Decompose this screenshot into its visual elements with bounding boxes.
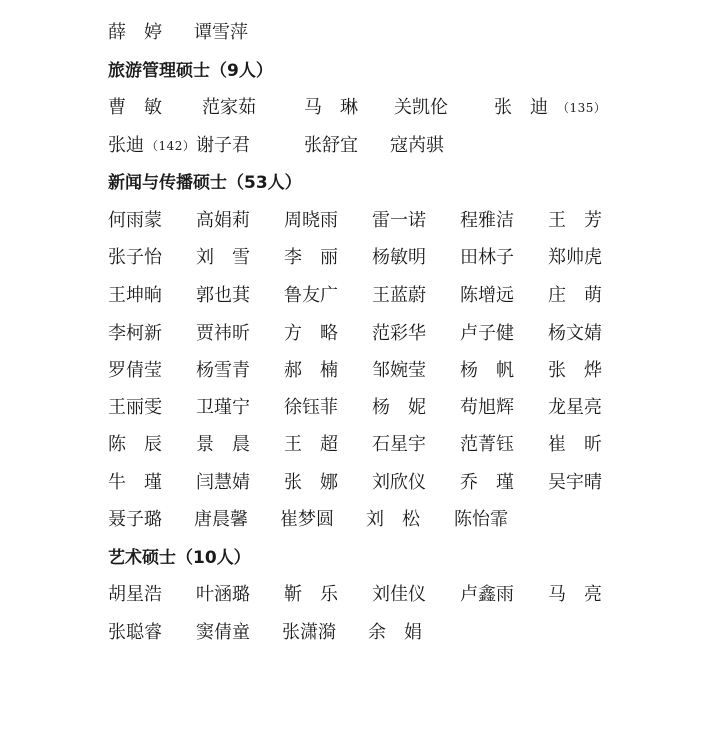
student-name: 方 略	[284, 323, 338, 344]
student-name: 叶涵璐	[196, 584, 250, 605]
student-name: 杨 妮	[372, 397, 426, 418]
student-id-tag: （135）	[557, 101, 607, 115]
student-name: 郝 楠	[284, 360, 338, 381]
student-name: 张 迪	[494, 97, 548, 118]
student-name: 景 晨	[196, 434, 250, 455]
student-name: 高娟莉	[196, 210, 250, 231]
student-name: 王蓝蔚	[372, 285, 426, 306]
student-name: 陈增远	[460, 285, 514, 306]
student-name: 贾祎昕	[196, 323, 250, 344]
student-name: 陈 辰	[108, 434, 162, 455]
student-name: 李 丽	[284, 247, 338, 268]
student-name: 张迪	[108, 135, 144, 156]
student-name: 谢子君	[196, 135, 250, 156]
student-name: 吴宇晴	[548, 472, 602, 493]
student-name: 乔 瑾	[460, 472, 514, 493]
student-name: 胡星浩	[108, 584, 162, 605]
student-name: 关凯伦	[394, 97, 448, 118]
student-name: 徐钰菲	[284, 397, 338, 418]
student-id-tag: （142）	[146, 139, 196, 153]
student-name: 石星宇	[372, 434, 426, 455]
student-name: 苟旭辉	[460, 397, 514, 418]
student-name: 聂子璐	[108, 509, 162, 530]
student-name: 何雨蒙	[108, 210, 162, 231]
student-name: 张 烨	[548, 360, 602, 381]
student-name: 牛 瑾	[108, 472, 162, 493]
student-name: 杨 帆	[460, 360, 514, 381]
student-name: 张子怡	[108, 247, 162, 268]
student-name: 郑帅虎	[548, 247, 602, 268]
student-name: 范菁钰	[460, 434, 514, 455]
student-name: 张潇漪	[282, 622, 336, 643]
student-name: 郭也萁	[196, 285, 250, 306]
student-name: 刘佳仪	[372, 584, 426, 605]
student-name: 王丽雯	[108, 397, 162, 418]
student-name: 李柯新	[108, 323, 162, 344]
student-name: 鲁友广	[284, 285, 338, 306]
student-name: 雷一诺	[372, 210, 426, 231]
student-name: 刘欣仪	[372, 472, 426, 493]
student-name: 马 亮	[548, 584, 602, 605]
student-name: 卫瑾宁	[196, 397, 250, 418]
student-name: 薛 婷	[108, 22, 162, 43]
student-name: 龙星亮	[548, 397, 602, 418]
student-name: 张 娜	[284, 472, 338, 493]
student-name: 范彩华	[372, 323, 426, 344]
student-name: 寇芮骐	[390, 135, 444, 156]
section-heading-tourism: 旅游管理硕士（9人）	[108, 61, 273, 81]
student-name: 张舒宜	[304, 135, 358, 156]
student-name: 卢鑫雨	[460, 584, 514, 605]
student-name: 靳 乐	[284, 584, 338, 605]
student-name: 王 超	[284, 434, 338, 455]
student-name: 曹 敏	[108, 97, 162, 118]
student-name: 田林子	[460, 247, 514, 268]
student-name: 邹婉莹	[372, 360, 426, 381]
student-name: 张聪睿	[108, 622, 162, 643]
student-name: 罗倩莹	[108, 360, 162, 381]
student-name: 余 娟	[368, 622, 422, 643]
student-name: 闫慧婧	[196, 472, 250, 493]
section-heading-journalism: 新闻与传播硕士（53人）	[108, 173, 302, 193]
student-name: 刘 雪	[196, 247, 250, 268]
student-name: 唐晨馨	[194, 509, 248, 530]
student-name: 周晓雨	[284, 210, 338, 231]
student-name: 王坤晌	[108, 285, 162, 306]
student-name: 崔 昕	[548, 434, 602, 455]
student-name: 马 琳	[304, 97, 358, 118]
student-name: 杨文婧	[548, 323, 602, 344]
student-name: 刘 松	[366, 509, 420, 530]
student-name: 范家茹	[202, 97, 256, 118]
student-name: 杨雪青	[196, 360, 250, 381]
student-name: 谭雪萍	[194, 22, 248, 43]
student-name: 杨敏明	[372, 247, 426, 268]
student-name: 卢子健	[460, 323, 514, 344]
student-name: 王 芳	[548, 210, 602, 231]
student-name: 庄 萌	[548, 285, 602, 306]
student-name: 程雅洁	[460, 210, 514, 231]
student-name: 崔梦圆	[280, 509, 334, 530]
student-name: 窦倩童	[196, 622, 250, 643]
student-name: 陈怡霏	[454, 509, 508, 530]
section-heading-arts: 艺术硕士（10人）	[108, 548, 251, 568]
